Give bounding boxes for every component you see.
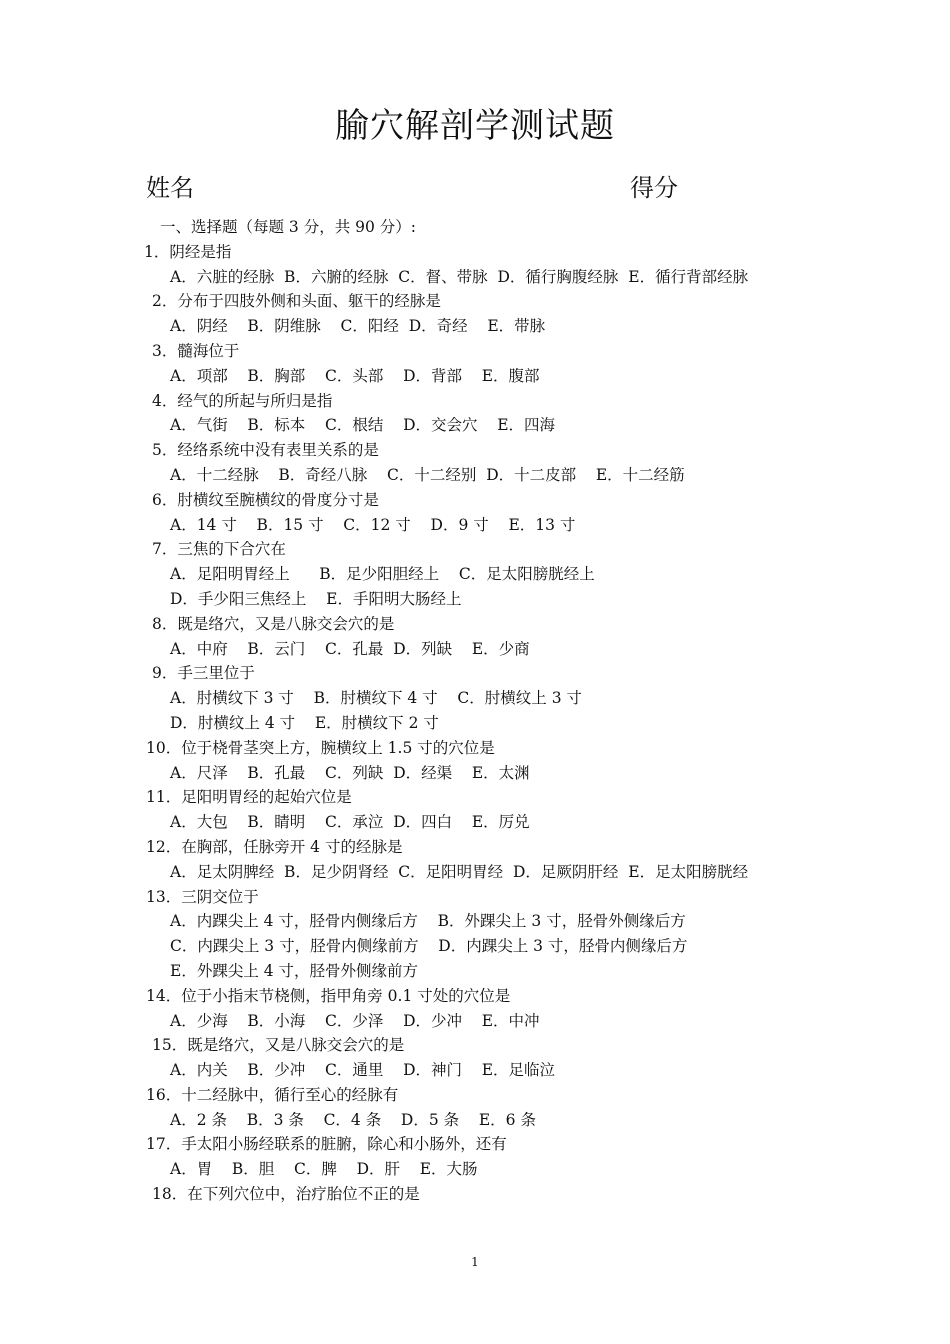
answer-options: A．内关 B．少冲 C．通里 D．神门 E．足临泣 (170, 1061, 556, 1080)
question-stem: 12．在胸部，任脉旁开 4 寸的经脉是 (146, 837, 403, 856)
question-stem: 14．位于小指末节桡侧，指甲角旁 0.1 寸处的穴位是 (146, 986, 511, 1005)
name-label: 姓名 (146, 174, 194, 202)
answer-options: A．六脏的经脉 B．六腑的经脉 C．督、带脉 D．循行胸腹经脉 E．循行背部经脉 (170, 267, 749, 286)
question-stem: 5．经络系统中没有表里关系的是 (152, 441, 379, 460)
page-title: 腧穴解剖学测试题 (335, 106, 615, 146)
question-stem: 1．阴经是指 (144, 242, 232, 261)
answer-options: A．14 寸 B．15 寸 C．12 寸 D．9 寸 E．13 寸 (170, 515, 576, 534)
answer-options: A．中府 B．云门 C．孔最 D．列缺 E．少商 (170, 639, 530, 658)
question-stem: 13．三阴交位于 (146, 887, 259, 906)
answer-options: A．尺泽 B．孔最 C．列缺 D．经渠 E．太渊 (170, 763, 530, 782)
question-stem: 3．髓海位于 (152, 341, 240, 360)
question-stem: 10．位于桡骨茎突上方，腕横纹上 1.5 寸的穴位是 (146, 738, 495, 757)
answer-options: D．肘横纹上 4 寸 E．肘横纹下 2 寸 (170, 713, 439, 732)
question-stem: 11．足阳明胃经的起始穴位是 (146, 788, 352, 807)
question-stem: 4．经气的所起与所归是指 (152, 391, 333, 410)
question-stem: 16．十二经脉中，循行至心的经脉有 (146, 1085, 399, 1104)
question-stem: 7．三焦的下合穴在 (152, 540, 286, 559)
answer-options: A．足阳明胃经上 B．足少阳胆经上 C．足太阳膀胱经上 (170, 565, 595, 584)
question-stem: 18．在下列穴位中，治疗胎位不正的是 (152, 1185, 420, 1204)
question-stem: 8．既是络穴，又是八脉交会穴的是 (152, 614, 395, 633)
answer-options: C．内踝尖上 3 寸，胫骨内侧缘前方 D．内踝尖上 3 寸，胫骨内侧缘后方 (170, 937, 688, 956)
answer-options: A．阴经 B．阴维脉 C．阳经 D．奇经 E．带脉 (170, 317, 546, 336)
score-label: 得分 (630, 174, 678, 202)
section-heading: 一、选择题（每题 3 分，共 90 分）: (160, 218, 417, 236)
question-list (0, 215, 950, 1207)
answer-options: A．内踝尖上 4 寸，胫骨内侧缘后方 B．外踝尖上 3 寸，胫骨外侧缘后方 (170, 912, 686, 931)
answer-options: A．气街 B．标本 C．根结 D．交会穴 E．四海 (170, 416, 556, 435)
question-stem: 6．肘横纹至腕横纹的骨度分寸是 (152, 490, 379, 509)
answer-options: A．项部 B．胸部 C．头部 D．背部 E．腹部 (170, 366, 540, 385)
answer-options: E．外踝尖上 4 寸，胫骨外侧缘前方 (170, 961, 419, 980)
answer-options: A．大包 B．睛明 C．承泣 D．四白 E．厉兑 (170, 813, 530, 832)
question-stem: 9．手三里位于 (152, 664, 255, 683)
answer-options: A．胃 B．胆 C．脾 D．肝 E．大肠 (170, 1160, 478, 1179)
question-stem: 17．手太阳小肠经联系的脏腑，除心和小肠外，还有 (146, 1135, 507, 1154)
answer-options: A．十二经脉 B．奇经八脉 C．十二经别 D．十二皮部 E．十二经筋 (170, 465, 685, 484)
answer-options: A．2 条 B．3 条 C．4 条 D．5 条 E．6 条 (170, 1110, 536, 1129)
answer-options: A．肘横纹下 3 寸 B．肘横纹下 4 寸 C．肘横纹上 3 寸 (170, 689, 583, 708)
question-stem: 2．分布于四肢外侧和头面、躯干的经脉是 (152, 292, 441, 311)
answer-options: A．少海 B．小海 C．少泽 D．少冲 E．中冲 (170, 1011, 540, 1030)
answer-options: A．足太阴脾经 B．足少阴肾经 C．足阳明胃经 D．足厥阴肝经 E．足太阳膀胱经 (170, 862, 749, 881)
page-number: 1 (471, 1255, 479, 1269)
question-stem: 15．既是络穴，又是八脉交会穴的是 (152, 1036, 405, 1055)
answer-options: D．手少阳三焦经上 E．手阳明大肠经上 (170, 589, 462, 608)
